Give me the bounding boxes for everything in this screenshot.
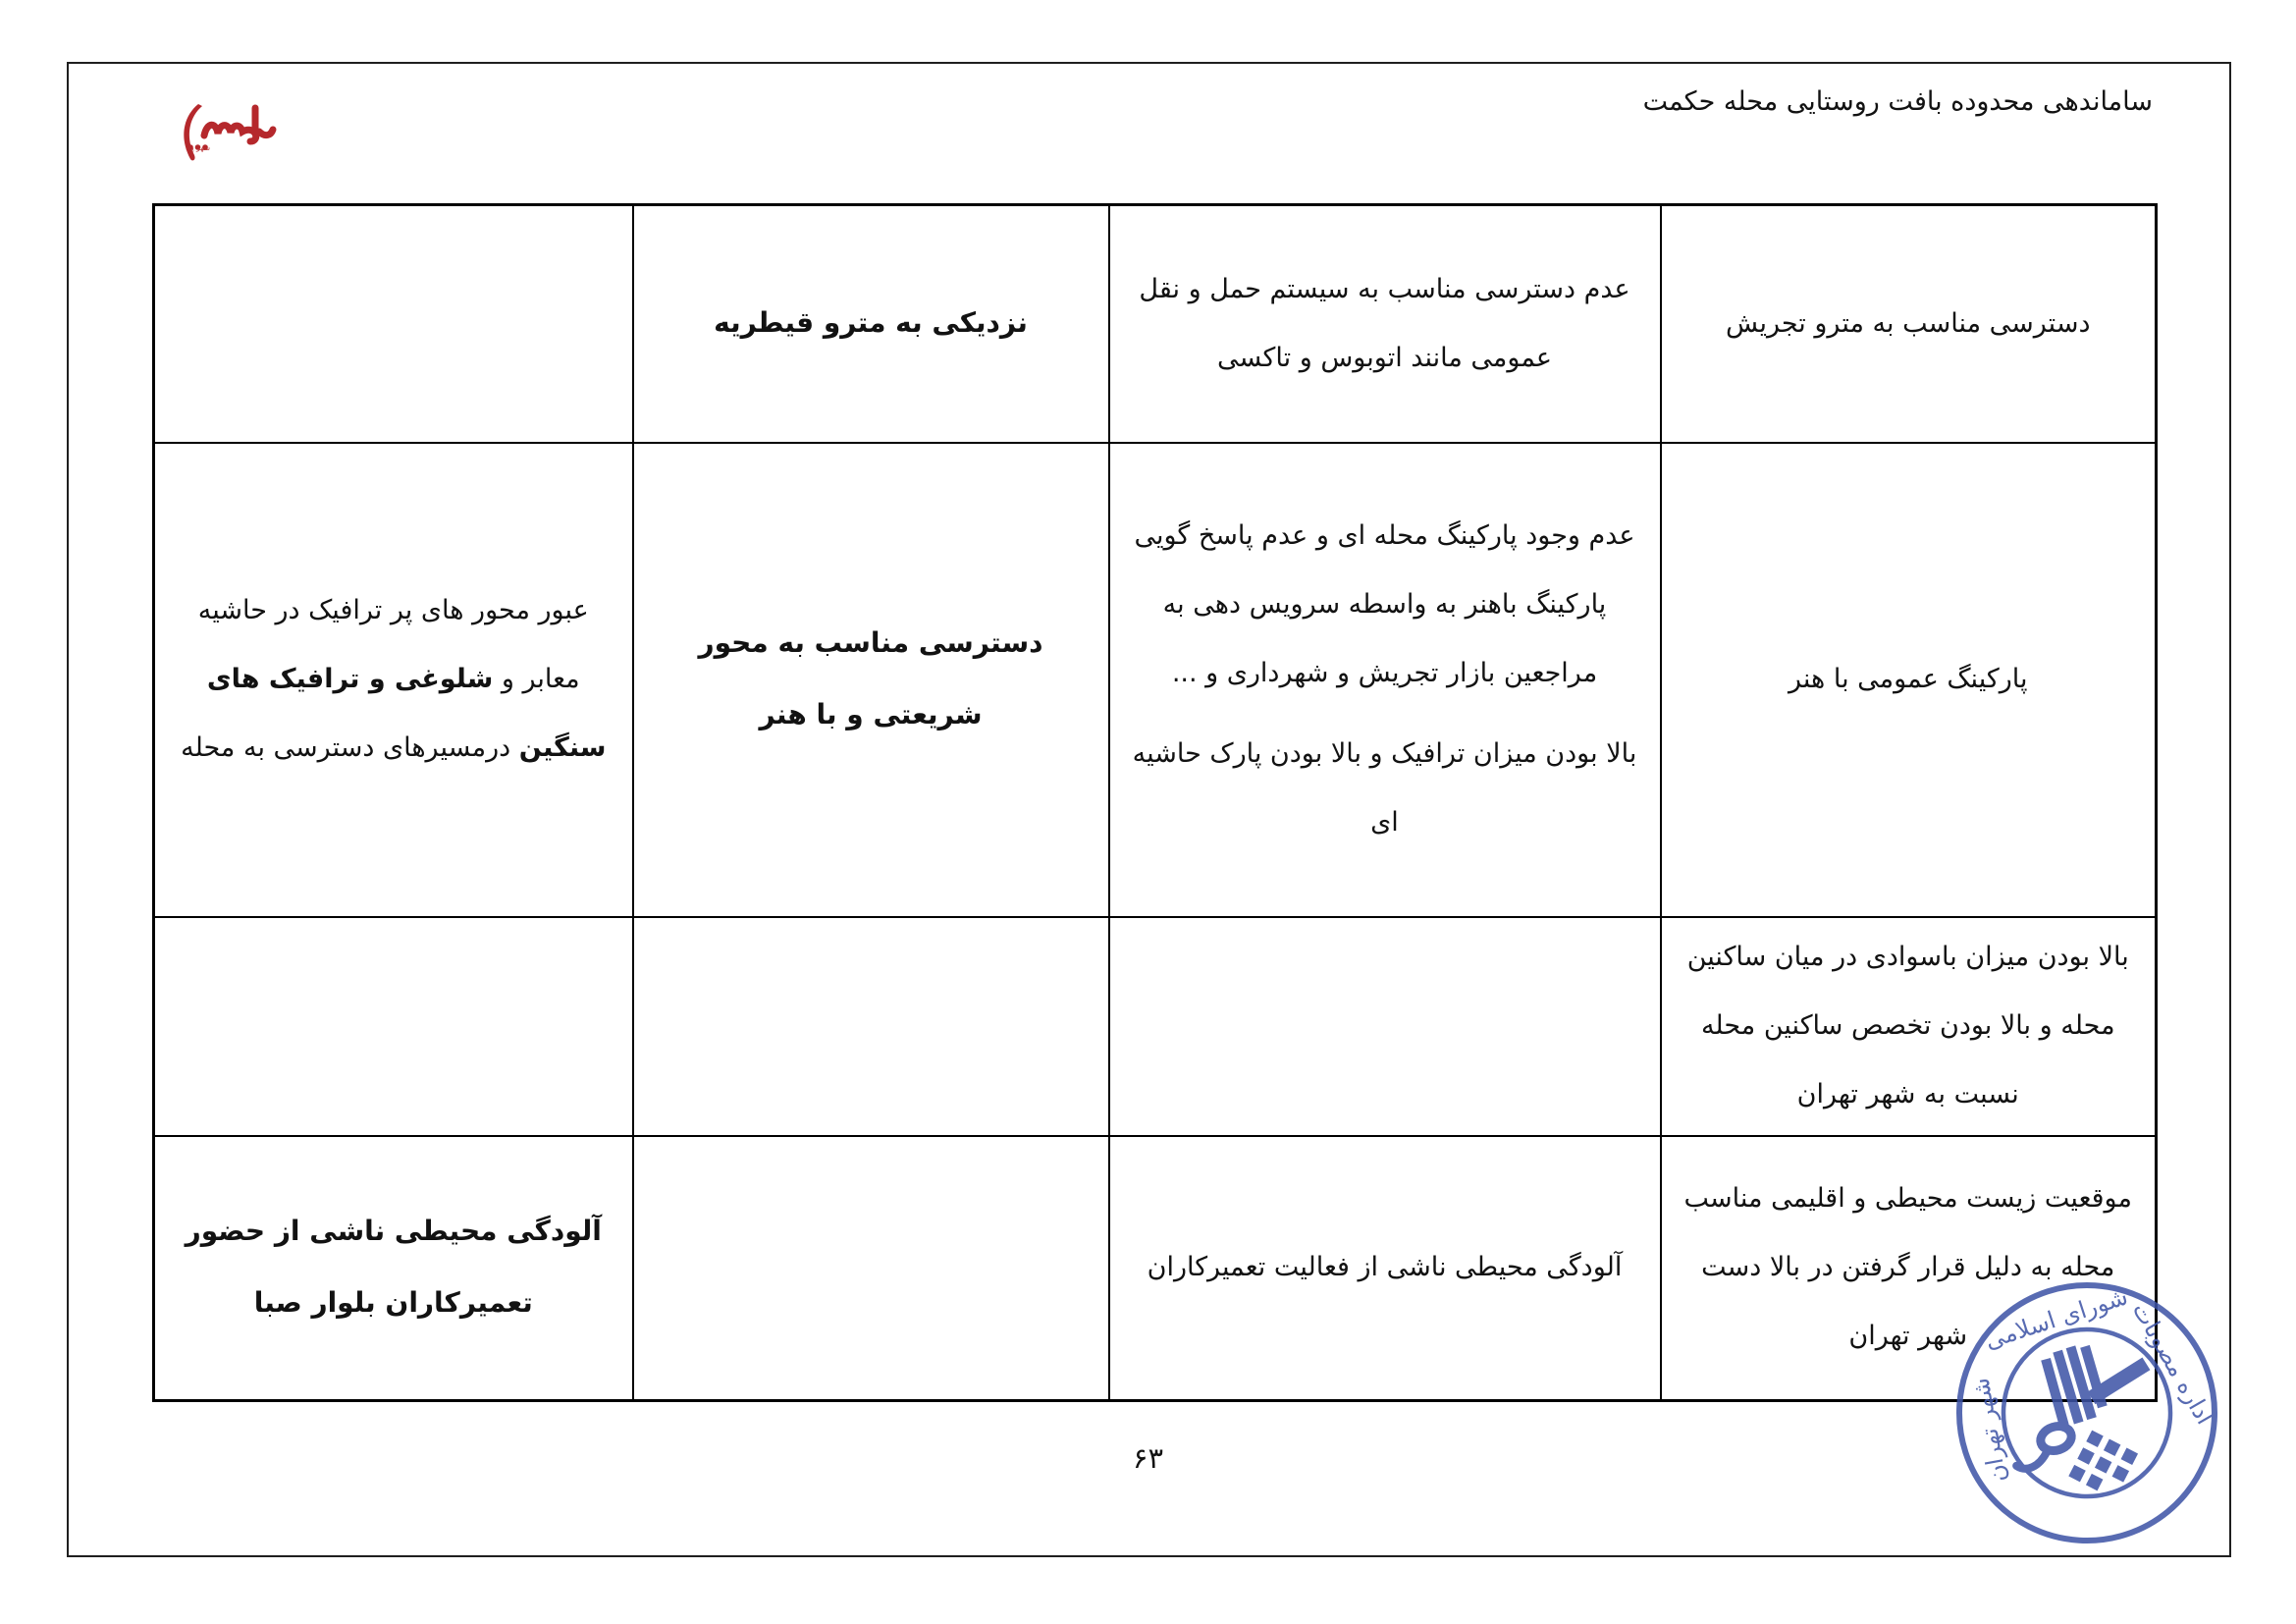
table-cell [1109,443,1661,917]
table-cell [154,443,633,917]
cell-text-segment: درمسیرهای دسترسی به محله [181,732,519,764]
table-row [154,1136,2157,1401]
official-stamp-icon [1949,1274,2225,1551]
table-row [154,917,2157,1136]
table-cell: دسترسی مناسب به مترو تجریش [1661,205,2157,443]
table-cell: آلودگی محیطی ناشی از حضور تعمیرکاران بلوار صبا [154,1136,633,1401]
cell-text-segment: شلوغی و ترافیک های سنگین [206,663,607,764]
cell-text-segment: عبور محور های پر ترافیک در حاشیه معابر و [197,594,589,694]
company-logo-icon [175,96,304,187]
cell-paragraph: عدم وجود پارکینگ محله ای و عدم پاسخ گویی پارکینگ باهنر به واسطه سرویس دهی به مراجعین بازار تجریش و شهرداری و ... [1134,519,1635,688]
logo-strokes-icon [204,108,273,141]
table-cell [633,1136,1109,1401]
page-title: ساماندهی محدوده بافت روستایی محله حکمت [1642,86,2153,117]
stamp-arc-text-right: اداره مصوبات [2126,1297,2219,1430]
table-cell: پارکینگ عمومی با هنر [1661,443,2157,917]
table-cell [1109,917,1661,1136]
table-cell: موقعیت زیست محیطی و اقلیمی مناسب محله به دلیل قرار گرفتن در بالا دست شهر تهران [1661,1136,2157,1401]
cell-paragraph: بالا بودن میزان ترافیک و بالا بودن پارک حاشیه ای [1132,738,1637,839]
swot-table [152,203,2158,1402]
page-number: ۶۳ [1132,1441,1164,1475]
table-cell: بالا بودن میزان باسوادی در میان ساکنین محله و بالا بودن تخصص ساکنین محله نسبت به شهر تهران [1661,917,2157,1136]
logo-subtitle: شهر پایا [185,143,210,152]
stamp-arc-text-top: شورای اسلامی [1981,1282,2131,1355]
table-cell: عدم دسترسی مناسب به سیستم حمل و نقل عمومی مانند اتوبوس و تاکسی [1109,205,1661,443]
stamp-arc-text-left: شهر تهران [1966,1376,2012,1485]
table-row [154,205,2157,443]
table-row [154,443,2157,917]
table-cell: آلودگی محیطی ناشی از فعالیت تعمیرکاران [1109,1136,1661,1401]
table-cell [154,205,633,443]
table-cell [633,917,1109,1136]
table-cell: نزدیکی به مترو قیطریه [633,205,1109,443]
table-cell [154,917,633,1136]
table-cell: دسترسی مناسب به محور شریعتی و با هنر [633,443,1109,917]
stamp-emblem-icon [1987,1326,2179,1512]
